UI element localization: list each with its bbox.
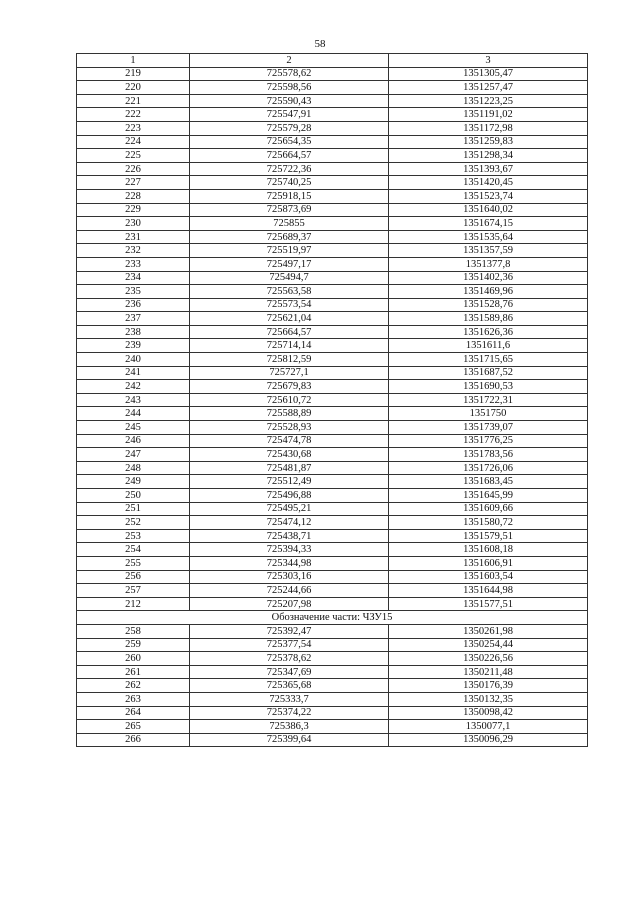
table-body	[77, 67, 588, 747]
x-coordinate-cell: 725333,7	[190, 692, 389, 706]
point-number-cell: 242	[77, 380, 190, 394]
y-coordinate-cell: 1351726,06	[389, 461, 588, 475]
x-coordinate-cell: 725244,66	[190, 584, 389, 598]
table-row	[77, 556, 588, 570]
point-number-cell: 254	[77, 543, 190, 557]
x-coordinate-cell: 725497,17	[190, 257, 389, 271]
point-number-cell: 233	[77, 257, 190, 271]
y-coordinate-cell: 1351535,64	[389, 230, 588, 244]
table-row	[77, 638, 588, 652]
y-coordinate-cell: 1351683,45	[389, 475, 588, 489]
point-number-cell: 238	[77, 325, 190, 339]
point-number-cell: 241	[77, 366, 190, 380]
point-number-cell: 248	[77, 461, 190, 475]
point-number-cell: 212	[77, 597, 190, 611]
table-row	[77, 353, 588, 367]
table-row	[77, 108, 588, 122]
x-coordinate-cell: 725430,68	[190, 448, 389, 462]
y-coordinate-cell: 1351377,8	[389, 257, 588, 271]
point-number-cell: 219	[77, 67, 190, 81]
x-coordinate-cell: 725344,98	[190, 556, 389, 570]
y-coordinate-cell: 1351259,83	[389, 135, 588, 149]
table-row	[77, 516, 588, 530]
x-coordinate-cell: 725374,22	[190, 706, 389, 720]
point-number-cell: 228	[77, 189, 190, 203]
point-number-cell: 227	[77, 176, 190, 190]
x-coordinate-cell: 725392,47	[190, 624, 389, 638]
x-coordinate-cell: 725689,37	[190, 230, 389, 244]
x-coordinate-cell: 725654,35	[190, 135, 389, 149]
x-coordinate-cell: 725207,98	[190, 597, 389, 611]
table-header-row	[77, 54, 588, 68]
table-row	[77, 393, 588, 407]
table-row	[77, 94, 588, 108]
y-coordinate-cell: 1350077,1	[389, 720, 588, 734]
x-coordinate-cell: 725598,56	[190, 81, 389, 95]
table-row	[77, 692, 588, 706]
point-number-cell: 264	[77, 706, 190, 720]
point-number-cell: 252	[77, 516, 190, 530]
point-number-cell: 266	[77, 733, 190, 747]
x-coordinate-cell: 725621,04	[190, 312, 389, 326]
x-coordinate-cell: 725303,16	[190, 570, 389, 584]
y-coordinate-cell: 1351611,6	[389, 339, 588, 353]
point-number-cell: 231	[77, 230, 190, 244]
point-number-cell: 232	[77, 244, 190, 258]
point-number-cell: 247	[77, 448, 190, 462]
point-number-cell: 243	[77, 393, 190, 407]
point-number-cell: 220	[77, 81, 190, 95]
x-coordinate-cell: 725496,88	[190, 489, 389, 503]
x-coordinate-cell: 725727,1	[190, 366, 389, 380]
y-coordinate-cell: 1351783,56	[389, 448, 588, 462]
x-coordinate-cell: 725438,71	[190, 529, 389, 543]
table-row	[77, 339, 588, 353]
table-row	[77, 230, 588, 244]
point-number-cell: 237	[77, 312, 190, 326]
section-title: Обозначение части: ЧЗУ15	[77, 611, 588, 625]
point-number-cell: 221	[77, 94, 190, 108]
table-row	[77, 271, 588, 285]
table-row	[77, 502, 588, 516]
x-coordinate-cell: 725812,59	[190, 353, 389, 367]
coordinates-table	[76, 53, 588, 747]
x-coordinate-cell: 725664,57	[190, 325, 389, 339]
x-coordinate-cell: 725365,68	[190, 679, 389, 693]
y-coordinate-cell: 1351645,99	[389, 489, 588, 503]
column-header: 3	[389, 54, 588, 68]
table-row	[77, 312, 588, 326]
y-coordinate-cell: 1351191,02	[389, 108, 588, 122]
point-number-cell: 265	[77, 720, 190, 734]
y-coordinate-cell: 1351722,31	[389, 393, 588, 407]
table-row	[77, 665, 588, 679]
point-number-cell: 223	[77, 121, 190, 135]
y-coordinate-cell: 1351469,96	[389, 285, 588, 299]
x-coordinate-cell: 725918,15	[190, 189, 389, 203]
table-row	[77, 461, 588, 475]
x-coordinate-cell: 725377,54	[190, 638, 389, 652]
table-row	[77, 448, 588, 462]
x-coordinate-cell: 725714,14	[190, 339, 389, 353]
point-number-cell: 251	[77, 502, 190, 516]
table-row	[77, 434, 588, 448]
x-coordinate-cell: 725378,62	[190, 652, 389, 666]
point-number-cell: 261	[77, 665, 190, 679]
y-coordinate-cell: 1351257,47	[389, 81, 588, 95]
point-number-cell: 259	[77, 638, 190, 652]
point-number-cell: 262	[77, 679, 190, 693]
y-coordinate-cell: 1351606,91	[389, 556, 588, 570]
table-row	[77, 570, 588, 584]
y-coordinate-cell: 1351577,51	[389, 597, 588, 611]
y-coordinate-cell: 1351528,76	[389, 298, 588, 312]
point-number-cell: 245	[77, 421, 190, 435]
table-row	[77, 121, 588, 135]
y-coordinate-cell: 1350098,42	[389, 706, 588, 720]
x-coordinate-cell: 725547,91	[190, 108, 389, 122]
point-number-cell: 225	[77, 149, 190, 163]
point-number-cell: 256	[77, 570, 190, 584]
x-coordinate-cell: 725578,62	[190, 67, 389, 81]
y-coordinate-cell: 1351750	[389, 407, 588, 421]
y-coordinate-cell: 1351609,66	[389, 502, 588, 516]
point-number-cell: 234	[77, 271, 190, 285]
y-coordinate-cell: 1351674,15	[389, 217, 588, 231]
x-coordinate-cell: 725399,64	[190, 733, 389, 747]
point-number-cell: 224	[77, 135, 190, 149]
y-coordinate-cell: 1351739,07	[389, 421, 588, 435]
point-number-cell: 229	[77, 203, 190, 217]
x-coordinate-cell: 725474,12	[190, 516, 389, 530]
table-row	[77, 597, 588, 611]
y-coordinate-cell: 1351603,54	[389, 570, 588, 584]
section-title-row	[77, 611, 588, 625]
table-row	[77, 407, 588, 421]
x-coordinate-cell: 725610,72	[190, 393, 389, 407]
y-coordinate-cell: 1351580,72	[389, 516, 588, 530]
y-coordinate-cell: 1351644,98	[389, 584, 588, 598]
table-row	[77, 624, 588, 638]
y-coordinate-cell: 1351640,02	[389, 203, 588, 217]
table-row	[77, 325, 588, 339]
table-row	[77, 679, 588, 693]
table-row	[77, 421, 588, 435]
point-number-cell: 236	[77, 298, 190, 312]
table-row	[77, 489, 588, 503]
table-row	[77, 298, 588, 312]
table-row	[77, 162, 588, 176]
point-number-cell: 222	[77, 108, 190, 122]
table-row	[77, 366, 588, 380]
y-coordinate-cell: 1351393,67	[389, 162, 588, 176]
column-header: 1	[77, 54, 190, 68]
x-coordinate-cell: 725722,36	[190, 162, 389, 176]
table-row	[77, 135, 588, 149]
y-coordinate-cell: 1350176,39	[389, 679, 588, 693]
y-coordinate-cell: 1351357,59	[389, 244, 588, 258]
x-coordinate-cell: 725664,57	[190, 149, 389, 163]
table-row	[77, 257, 588, 271]
x-coordinate-cell: 725563,58	[190, 285, 389, 299]
x-coordinate-cell: 725528,93	[190, 421, 389, 435]
x-coordinate-cell: 725347,69	[190, 665, 389, 679]
table-row	[77, 67, 588, 81]
point-number-cell: 246	[77, 434, 190, 448]
x-coordinate-cell: 725494,7	[190, 271, 389, 285]
x-coordinate-cell: 725512,49	[190, 475, 389, 489]
y-coordinate-cell: 1351715,65	[389, 353, 588, 367]
table-row	[77, 720, 588, 734]
y-coordinate-cell: 1350132,35	[389, 692, 588, 706]
point-number-cell: 249	[77, 475, 190, 489]
point-number-cell: 226	[77, 162, 190, 176]
table-row	[77, 529, 588, 543]
table-row	[77, 285, 588, 299]
point-number-cell: 253	[77, 529, 190, 543]
point-number-cell: 250	[77, 489, 190, 503]
y-coordinate-cell: 1351687,52	[389, 366, 588, 380]
y-coordinate-cell: 1350096,29	[389, 733, 588, 747]
point-number-cell: 263	[77, 692, 190, 706]
table-row	[77, 149, 588, 163]
y-coordinate-cell: 1350211,48	[389, 665, 588, 679]
x-coordinate-cell: 725573,54	[190, 298, 389, 312]
y-coordinate-cell: 1351305,47	[389, 67, 588, 81]
x-coordinate-cell: 725588,89	[190, 407, 389, 421]
y-coordinate-cell: 1351223,25	[389, 94, 588, 108]
y-coordinate-cell: 1351579,51	[389, 529, 588, 543]
table-row	[77, 380, 588, 394]
point-number-cell: 260	[77, 652, 190, 666]
y-coordinate-cell: 1351608,18	[389, 543, 588, 557]
table-row	[77, 203, 588, 217]
point-number-cell: 235	[77, 285, 190, 299]
x-coordinate-cell: 725679,83	[190, 380, 389, 394]
point-number-cell: 244	[77, 407, 190, 421]
x-coordinate-cell: 725855	[190, 217, 389, 231]
point-number-cell: 257	[77, 584, 190, 598]
point-number-cell: 230	[77, 217, 190, 231]
y-coordinate-cell: 1350226,56	[389, 652, 588, 666]
table-row	[77, 81, 588, 95]
y-coordinate-cell: 1351402,36	[389, 271, 588, 285]
y-coordinate-cell: 1350261,98	[389, 624, 588, 638]
table-row	[77, 584, 588, 598]
column-header: 2	[190, 54, 389, 68]
x-coordinate-cell: 725579,28	[190, 121, 389, 135]
table-row	[77, 543, 588, 557]
y-coordinate-cell: 1351776,25	[389, 434, 588, 448]
x-coordinate-cell: 725394,33	[190, 543, 389, 557]
y-coordinate-cell: 1351626,36	[389, 325, 588, 339]
table-row	[77, 244, 588, 258]
table-row	[77, 217, 588, 231]
point-number-cell: 258	[77, 624, 190, 638]
y-coordinate-cell: 1351420,45	[389, 176, 588, 190]
point-number-cell: 239	[77, 339, 190, 353]
y-coordinate-cell: 1351298,34	[389, 149, 588, 163]
table-row	[77, 475, 588, 489]
page-number: 58	[314, 38, 326, 50]
table-row	[77, 652, 588, 666]
y-coordinate-cell: 1351690,53	[389, 380, 588, 394]
y-coordinate-cell: 1350254,44	[389, 638, 588, 652]
x-coordinate-cell: 725481,87	[190, 461, 389, 475]
y-coordinate-cell: 1351523,74	[389, 189, 588, 203]
x-coordinate-cell: 725519,97	[190, 244, 389, 258]
x-coordinate-cell: 725590,43	[190, 94, 389, 108]
x-coordinate-cell: 725474,78	[190, 434, 389, 448]
point-number-cell: 240	[77, 353, 190, 367]
x-coordinate-cell: 725495,21	[190, 502, 389, 516]
y-coordinate-cell: 1351172,98	[389, 121, 588, 135]
table-row	[77, 733, 588, 747]
table-row	[77, 706, 588, 720]
y-coordinate-cell: 1351589,86	[389, 312, 588, 326]
table-row	[77, 176, 588, 190]
table-row	[77, 189, 588, 203]
x-coordinate-cell: 725873,69	[190, 203, 389, 217]
x-coordinate-cell: 725740,25	[190, 176, 389, 190]
x-coordinate-cell: 725386,3	[190, 720, 389, 734]
point-number-cell: 255	[77, 556, 190, 570]
